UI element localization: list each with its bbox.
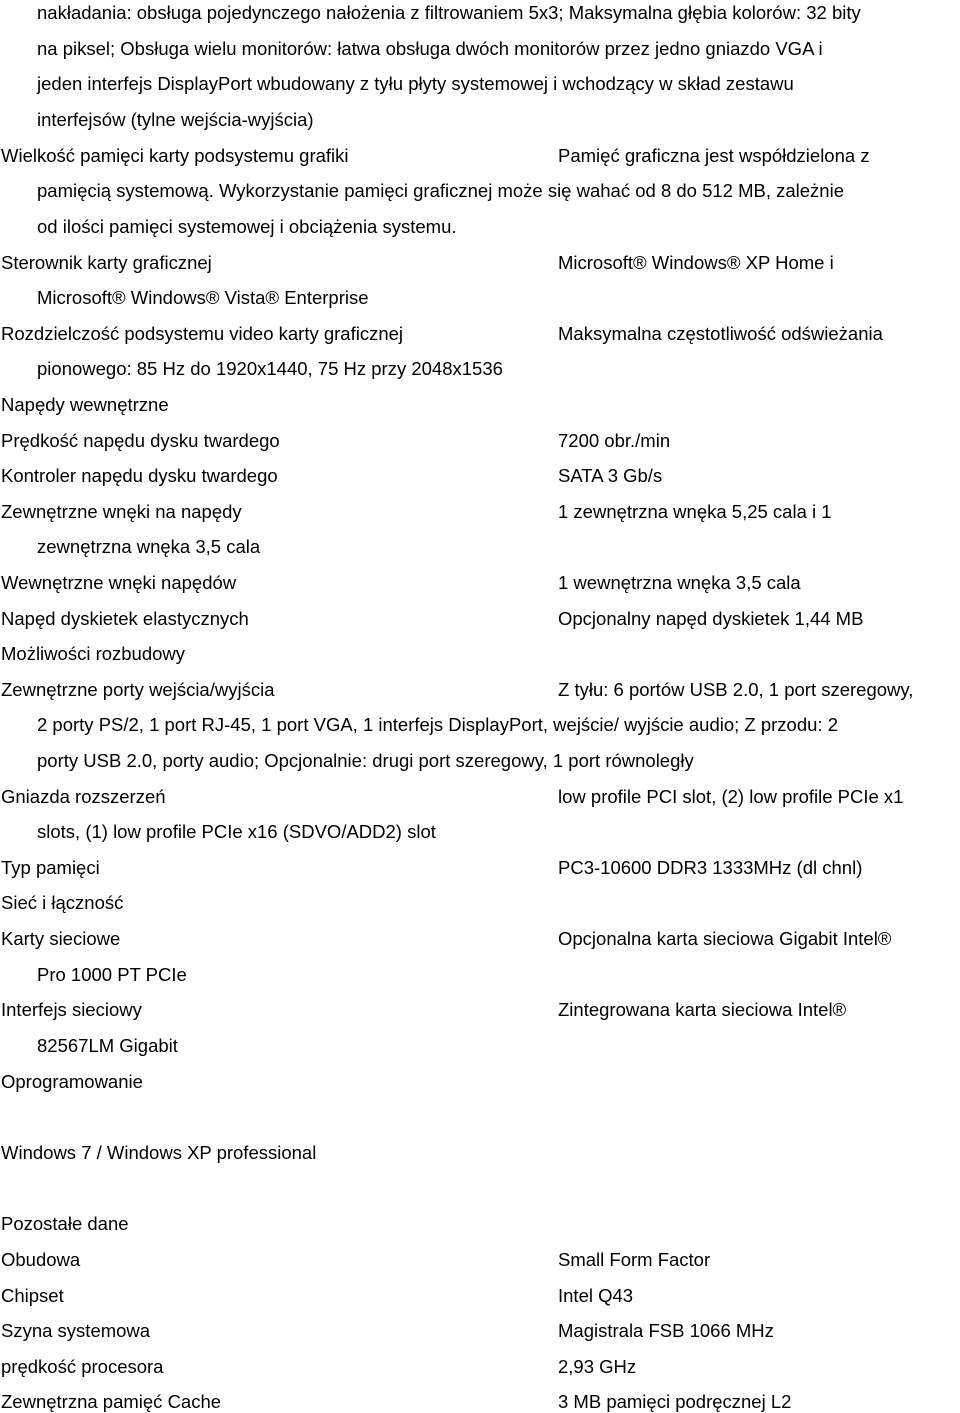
spec-value: Microsoft® Windows® XP Home i [558, 252, 834, 273]
spec-label: Gniazda rozszerzeń [1, 786, 166, 807]
section-heading: Możliwości rozbudowy [1, 643, 186, 664]
spec-value: 3 MB pamięci podręcznej L2 [558, 1391, 792, 1412]
text-line: zewnętrzna wnęka 3,5 cala [37, 536, 261, 557]
section-heading: Napędy wewnętrzne [1, 394, 169, 415]
spec-value: Magistrala FSB 1066 MHz [558, 1320, 774, 1341]
section-heading: Oprogramowanie [1, 1071, 143, 1092]
spec-label: Sterownik karty graficznej [1, 252, 212, 273]
spec-value: Opcjonalny napęd dyskietek 1,44 MB [558, 608, 864, 629]
spec-label: Zewnętrzne porty wejścia/wyjścia [1, 679, 275, 700]
spec-value: PC3-10600 DDR3 1333MHz (dl chnl) [558, 857, 863, 878]
spec-value: Zintegrowana karta sieciowa Intel® [558, 999, 847, 1020]
spec-label: Wewnętrzne wnęki napędów [1, 572, 237, 593]
text-line: 82567LM Gigabit [37, 1035, 178, 1056]
spec-label: Wielkość pamięci karty podsystemu grafiki [1, 145, 349, 166]
spec-label: Napęd dyskietek elastycznych [1, 608, 249, 629]
spec-label: Szyna systemowa [1, 1320, 151, 1341]
spec-label: Prędkość napędu dysku twardego [1, 430, 280, 451]
spec-value: Small Form Factor [558, 1249, 711, 1270]
spec-label: Zewnętrzne wnęki na napędy [1, 501, 242, 522]
text-line: pionowego: 85 Hz do 1920x1440, 75 Hz przy 2048x1536 [37, 358, 503, 379]
text-line: jeden interfejs DisplayPort wbudowany z tyłu płyty systemowej i wchodzący w skład zestawu [37, 73, 794, 94]
text-line: Pro 1000 PT PCIe [37, 964, 187, 985]
spec-value: SATA 3 Gb/s [558, 465, 663, 486]
spec-value: 1 wewnętrzna wnęka 3,5 cala [558, 572, 801, 593]
spec-value: Intel Q43 [558, 1285, 634, 1306]
spec-label: Karty sieciowe [1, 928, 121, 949]
text-line: nakładania: obsługa pojedynczego nałożenia z filtrowaniem 5x3; Maksymalna głębia kolorów: 32 bity [37, 2, 861, 23]
spec-label: Obudowa [1, 1249, 81, 1270]
text-line: na piksel; Obsługa wielu monitorów: łatwa obsługa dwóch monitorów przez jedno gniazdo VGA i [37, 38, 823, 59]
text-line: Windows 7 / Windows XP professional [1, 1142, 317, 1163]
text-line: interfejsów (tylne wejścia-wyjścia) [37, 109, 314, 130]
spec-value: 1 zewnętrzna wnęka 5,25 cala i 1 [558, 501, 832, 522]
spec-value: 7200 obr./min [558, 430, 671, 451]
spec-label: Kontroler napędu dysku twardego [1, 465, 278, 486]
text-line: 2 porty PS/2, 1 port RJ-45, 1 port VGA, 1 interfejs DisplayPort, wejście/ wyjście audio; Z przodu: 2 [37, 714, 838, 735]
section-heading: Pozostałe dane [1, 1213, 129, 1234]
text-line: porty USB 2.0, porty audio; Opcjonalnie: drugi port szeregowy, 1 port równoległy [37, 750, 694, 771]
text-line: od ilości pamięci systemowej i obciążenia systemu. [37, 216, 457, 237]
spec-value: Opcjonalna karta sieciowa Gigabit Intel® [558, 928, 892, 949]
spec-value: Maksymalna częstotliwość odświeżania [558, 323, 883, 344]
spec-label: Rozdzielczość podsystemu video karty graficznej [1, 323, 404, 344]
text-line: Microsoft® Windows® Vista® Enterprise [37, 287, 369, 308]
spec-value: Z tyłu: 6 portów USB 2.0, 1 port szeregowy, [558, 679, 914, 700]
spec-value: 2,93 GHz [558, 1356, 637, 1377]
text-line: pamięcią systemową. Wykorzystanie pamięci graficznej może się wahać od 8 do 512 MB, zależnie [37, 180, 844, 201]
spec-label: prędkość procesora [1, 1356, 164, 1377]
text-line: slots, (1) low profile PCIe x16 (SDVO/ADD2) slot [37, 821, 436, 842]
spec-value: Pamięć graficzna jest współdzielona z [558, 145, 870, 166]
section-heading: Sieć i łączność [1, 892, 124, 913]
spec-label: Chipset [1, 1285, 64, 1306]
spec-label: Zewnętrzna pamięć Cache [1, 1391, 222, 1412]
spec-value: low profile PCI slot, (2) low profile PCIe x1 [558, 786, 904, 807]
spec-label: Typ pamięci [1, 857, 100, 878]
spec-label: Interfejs sieciowy [1, 999, 142, 1020]
